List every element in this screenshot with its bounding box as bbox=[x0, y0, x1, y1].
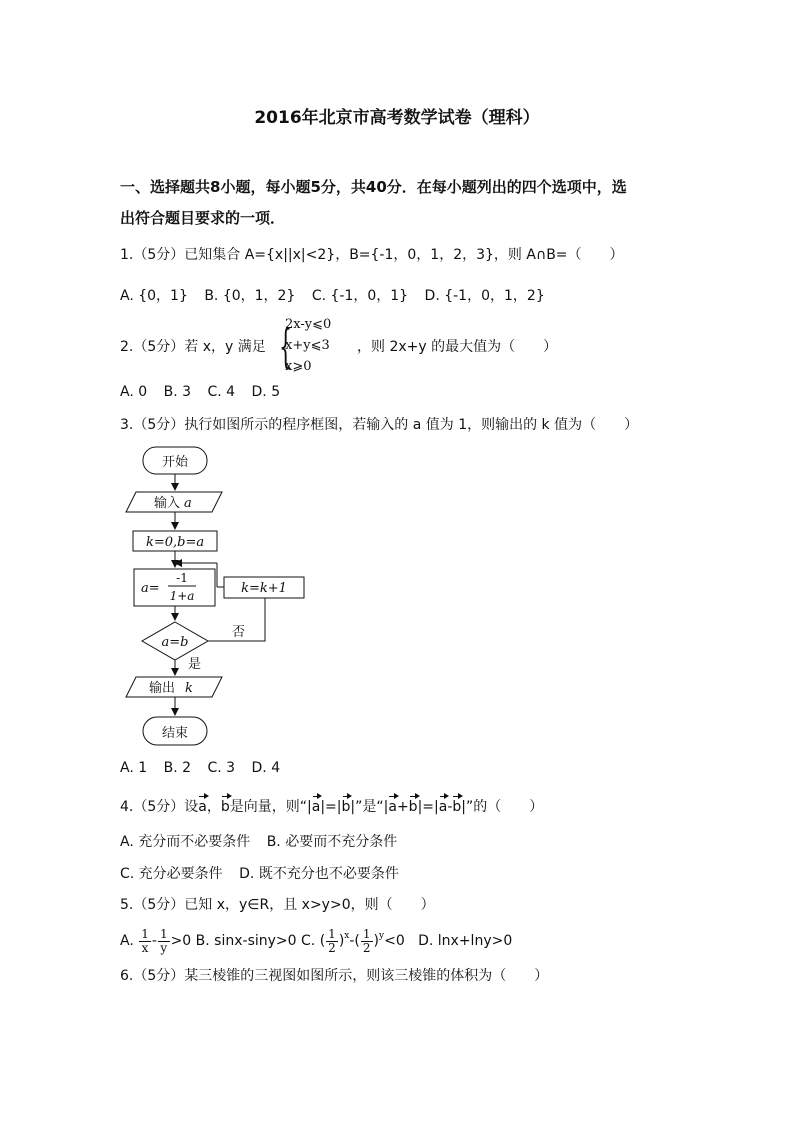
flow-increment-label: k=k+1 bbox=[241, 581, 287, 596]
flow-end-label: 结束 bbox=[161, 726, 189, 741]
q2-system bbox=[285, 314, 331, 377]
flow-assign-denominator: 1+a bbox=[169, 589, 195, 603]
flow-input-label: 输入 bbox=[154, 496, 181, 511]
q3-option-c: C. 3 bbox=[207, 760, 236, 776]
q3-options bbox=[120, 760, 292, 776]
q1-stem: 1.（5分）已知集合 A={x||x|<2}，B={-1，0，1，2，3}，则 A∩B=（ ） bbox=[120, 247, 624, 263]
flow-output-label: 输出 bbox=[149, 681, 176, 696]
q4-option-a: A. 充分而不必要条件 bbox=[120, 834, 251, 850]
q5-option-b: B. sinx-siny>0 bbox=[195, 933, 297, 949]
q2-ineq-1: 2x-y⩽0 bbox=[285, 317, 332, 332]
flow-yes-label: 是 bbox=[188, 657, 202, 672]
vector-a: a bbox=[198, 799, 207, 815]
q3-option-d: D. 4 bbox=[251, 760, 281, 776]
q1-option-d: D. {-1，0，1，2} bbox=[424, 288, 545, 304]
vector-b: b bbox=[408, 799, 418, 815]
q4-stem: 4.（5分）设a，b是向量，则“|a|=|b|”是“|a+b|=|a-b|”的（ ） bbox=[120, 799, 544, 815]
vector-b: b bbox=[341, 799, 351, 815]
q6-stem: 6.（5分）某三棱锥的三视图如图所示，则该三棱锥的体积为（ ） bbox=[120, 968, 549, 984]
vector-b: b bbox=[452, 799, 462, 815]
q5-options bbox=[120, 921, 512, 956]
q1-option-b: B. {0，1，2} bbox=[204, 288, 296, 304]
flow-assign-numerator: -1 bbox=[176, 571, 188, 585]
q3-stem: 3.（5分）执行如图所示的程序框图，若输入的 a 值为 1，则输出的 k 值为（ ） bbox=[120, 417, 639, 433]
q2-options bbox=[120, 384, 292, 400]
flow-start-label: 开始 bbox=[161, 455, 189, 470]
q2-ineq-2: x+y⩽3 bbox=[285, 338, 330, 353]
q3-option-a: A. 1 bbox=[120, 760, 148, 776]
flow-input-var: a bbox=[184, 496, 192, 511]
q5-option-c: C. ( $\frac{1}{2}$ )$^x$-( $\frac{1}{2}$ )$^y$<0 bbox=[301, 926, 405, 955]
flow-init-label: k=0,b=a bbox=[146, 535, 205, 550]
q4-options-row2 bbox=[120, 863, 411, 883]
q2-option-a: A. 0 bbox=[120, 384, 148, 400]
flow-assign-lhs: a= bbox=[141, 581, 160, 596]
q4-option-b: B. 必要而不充分条件 bbox=[266, 834, 398, 850]
section-heading-line2: 出符合题目要求的一项． bbox=[120, 209, 286, 227]
vector-a: a bbox=[311, 799, 321, 815]
flow-no-label: 否 bbox=[232, 625, 246, 640]
q2-stem-after: ，则 2x+y 的最大值为（ ） bbox=[357, 339, 558, 355]
q3-option-b: B. 2 bbox=[163, 760, 192, 776]
q3-flowchart bbox=[120, 440, 320, 755]
vector-b: b bbox=[220, 799, 230, 815]
vector-a: a bbox=[438, 799, 448, 815]
q2-brace: { bbox=[279, 319, 293, 373]
flow-condition-label: a=b bbox=[161, 635, 189, 650]
q5-stem: 5.（5分）已知 x，y∈R，且 x>y>0，则（ ） bbox=[120, 897, 435, 913]
page-title: 2016年北京市高考数学试卷（理科） bbox=[254, 108, 540, 128]
q4-options-row1 bbox=[120, 831, 409, 851]
q2-stem-before: 2.（5分）若 x，y 满足 bbox=[120, 339, 266, 355]
q2-option-d: D. 5 bbox=[251, 384, 281, 400]
q4-option-d: D. 既不充分也不必要条件 bbox=[239, 866, 399, 882]
section-heading-line1: 一、选择题共8小题，每小题5分，共40分．在每小题列出的四个选项中，选 bbox=[120, 178, 627, 196]
flow-output-var: k bbox=[185, 681, 193, 696]
q2-ineq-3: x⩾0 bbox=[285, 359, 312, 374]
q1-option-a: A. {0，1} bbox=[120, 288, 188, 304]
q1-options bbox=[120, 285, 557, 305]
q5-option-d: D. lnx+lny>0 bbox=[418, 933, 513, 949]
q1-option-c: C. {-1，0，1} bbox=[311, 288, 409, 304]
q5-option-a: A. $\frac{1}{x}$ - $\frac{1}{y}$ >0 bbox=[120, 926, 192, 955]
q4-option-c: C. 充分必要条件 bbox=[120, 866, 223, 882]
q2-option-b: B. 3 bbox=[163, 384, 192, 400]
vector-a: a bbox=[388, 799, 397, 815]
q2-option-c: C. 4 bbox=[207, 384, 236, 400]
